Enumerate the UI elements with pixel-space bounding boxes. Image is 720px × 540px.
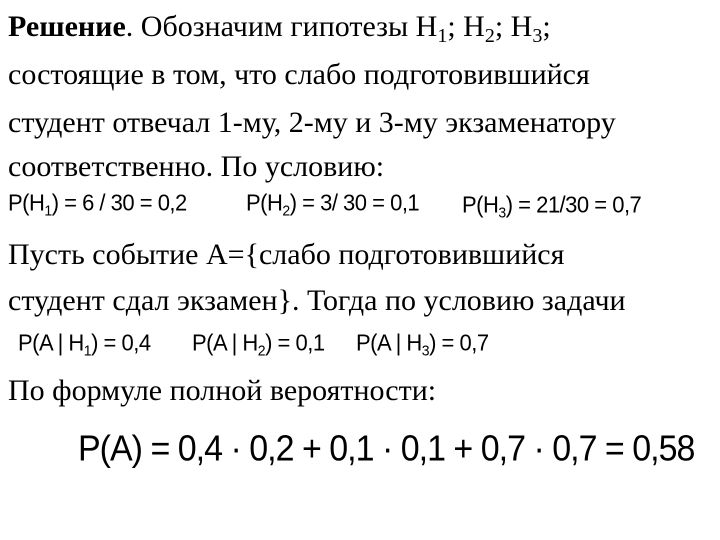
formula-p-h1 (8, 189, 187, 219)
formula-p-h3-pre: P(H (462, 191, 499, 218)
formula-p-h3-sub: 3 (498, 203, 506, 221)
text-line-7: По формуле полной вероятности: (8, 374, 437, 407)
subscript-2: 2 (484, 25, 495, 47)
text-line-2: состоящие в том, что слабо подготовившийся (8, 58, 590, 91)
formula-p-h3-post: ) = 21/30 = 0,7 (505, 191, 642, 218)
formula-p-a-h1-sub: 1 (83, 341, 92, 359)
formula-total-probability: P(A) = 0,4 · 0,2 + 0,1 · 0,1 + 0,7 · 0,7 = 0,58 (78, 429, 695, 469)
text-line-1 (8, 10, 551, 47)
formula-p-a-h2-post: ) = 0,1 (265, 329, 325, 356)
formula-p-a-h2-sub: 2 (257, 341, 266, 359)
formula-p-a-h2 (192, 329, 325, 359)
formula-p-a-h3-pre: P(A | H (356, 329, 422, 356)
formula-p-a-h3 (356, 329, 489, 359)
formula-p-a-h2-pre: P(A | H (192, 329, 258, 356)
formula-p-h2-sub: 2 (282, 201, 290, 219)
formula-p-a-h1 (18, 329, 151, 359)
formula-p-a-h1-post: ) = 0,4 (91, 329, 151, 356)
formula-p-h2 (246, 189, 420, 219)
formula-p-h2-pre: P(H (246, 189, 283, 216)
formula-p-h3 (462, 191, 642, 221)
h-separator-1: ; Н (447, 10, 485, 43)
solution-title: Решение (8, 10, 126, 43)
text-line-1-rest: . Обозначим гипотезы Н (125, 10, 438, 43)
h-end: ; (542, 10, 551, 43)
formula-p-a-h3-post: ) = 0,7 (429, 329, 489, 356)
text-line-5: Пусть событие А={слабо подготовившийся (8, 238, 565, 271)
formula-p-h1-pre: P(H (8, 189, 45, 216)
formula-p-h2-post: ) = 3/ 30 = 0,1 (289, 189, 420, 216)
text-line-3: студент отвечал 1-му, 2-му и 3-му экзаменатору (8, 106, 616, 139)
formula-p-a-h3-sub: 3 (421, 341, 430, 359)
subscript-1: 1 (437, 25, 448, 47)
text-line-6: студент сдал экзамен}. Тогда по условию задачи (8, 284, 626, 317)
formula-p-h1-sub: 1 (44, 201, 52, 219)
subscript-3: 3 (532, 25, 543, 47)
text-line-4: соответственно. По условию: (8, 150, 385, 183)
formula-p-a-h1-pre: P(A | H (18, 329, 84, 356)
h-separator-2: ; Н (494, 10, 533, 43)
formula-p-h1-post: ) = 6 / 30 = 0,2 (51, 189, 187, 216)
